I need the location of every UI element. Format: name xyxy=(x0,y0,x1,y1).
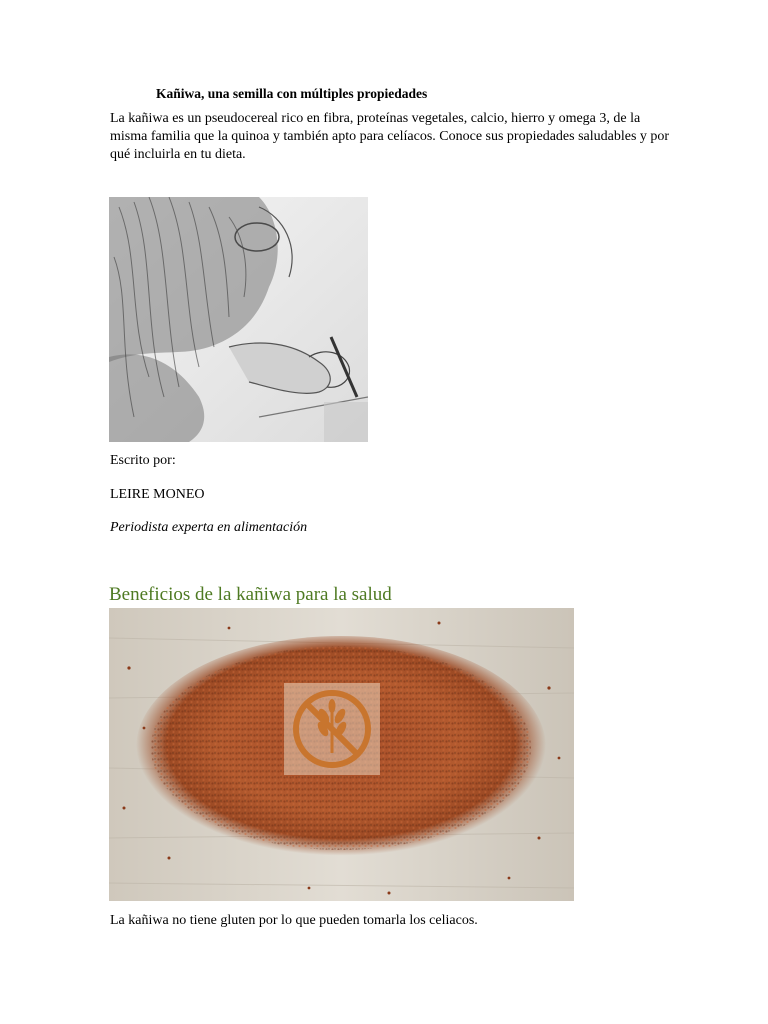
author-portrait-image xyxy=(109,197,368,442)
section-heading: Beneficios de la kañiwa para la salud xyxy=(109,584,392,605)
kaniwa-seeds-image xyxy=(109,608,574,901)
gluten-free-wheat-icon xyxy=(284,683,380,775)
image-caption: La kañiwa no tiene gluten por lo que pueden tomarla los celiacos. xyxy=(110,913,478,928)
article-title: Kañiwa, una semilla con múltiples propiedades xyxy=(156,86,428,101)
article-intro: La kañiwa es un pseudocereal rico en fibra, proteínas vegetales, calcio, hierro y omega 3, de la misma familia que la quinoa y también apto para celíacos. Conoce sus propiedades saludables y por qué incluirla en tu dieta. xyxy=(110,111,670,162)
author-role: Periodista experta en alimentación xyxy=(110,520,308,535)
author-name: LEIRE MONEO xyxy=(110,487,205,502)
author-label: Escrito por: xyxy=(110,453,176,468)
